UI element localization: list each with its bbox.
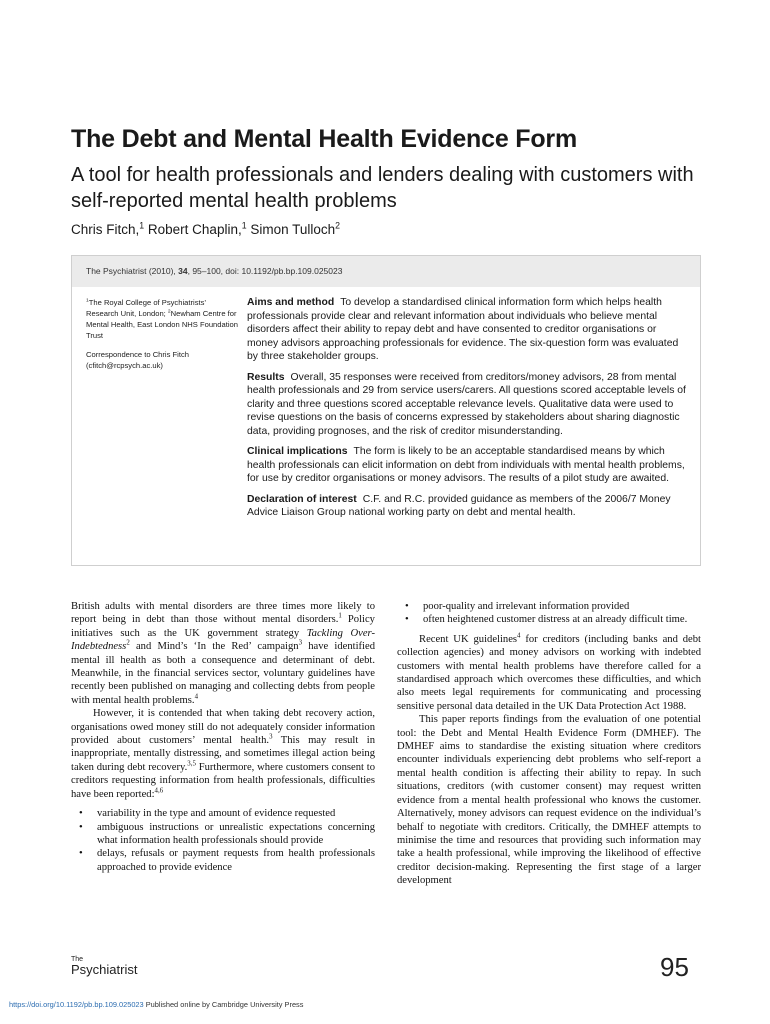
author-name: Simon Tulloch [246,222,336,237]
abstract-heading: Clinical implications [247,446,348,457]
abstract-heading: Results [247,371,285,383]
reference-mark: 3 [269,733,273,741]
affiliation-2: Newham Centre for Mental Health, East London NHS Foundation Trust [86,309,238,340]
journal-logo [71,956,138,977]
text-run: have identified mental ill health as both a consequence and determinant of debt. Meanwhile, in the financial services sector, voluntary guidelines have recently been published on managing and collecting debts from people with mental health problems. [71,641,375,706]
body-paragraph [71,600,375,707]
affil-mark: 2 [167,309,171,315]
logo-the: The [71,956,84,963]
difficulty-list [71,807,375,874]
reference-mark: 4 [517,632,521,640]
citation-journal: The Psychiatrist (2010), [86,266,179,276]
citation-line [86,266,342,276]
affiliations-column [86,297,238,379]
reference-mark: 4 [194,693,199,701]
abstract-heading: Declaration of interest [247,493,357,505]
affiliation-1: The Royal College of Psychiatrists’ Research Unit, London; [86,298,206,318]
doi-link[interactable]: https://doi.org/10.1192/pb.bp.109.025023 [9,1000,144,1009]
reference-mark: 3,5 [187,760,196,768]
abstract-section [247,296,687,364]
publisher-note: Published online by Cambridge University Press [143,1000,304,1009]
reference-mark: 4,6 [154,787,164,795]
strategy-title: Tackling Over-Indebtedness [71,627,375,653]
author-name: Chris Fitch, [71,222,140,237]
author-affiliation-mark: 1 [241,220,247,231]
body-paragraph: This paper reports findings from the evaluation of one potential tool: the Debt and Mental Health Evidence Form (DMHEF). The DMHEF aims to standardise the existing situation where creditors encounter individuals experiencing debt problems who self-report a mental health condition is affecting their ability to repay. In such situations, creditors (with customer consent) may request written evidence from a mental health professional who knows the customer. Alternatively, money advisors can request evidence on the individual’s behalf to negotiate with creditors. Critically, the DMHEF attempts to minimise the time and resources that providing such information may take a health professional, while improving the likelihood of effective creditor decision-making. Representing the first stage of a larger development [397,714,701,887]
text-run: Furthermore, where customers consent to creditors requesting information from health professionals, difficulties have been reported: [71,761,375,800]
body-paragraph [71,707,375,801]
abstract-heading: Aims and method [247,297,335,308]
difficulty-list-continued [397,600,701,627]
reference-mark: 3 [298,639,302,647]
list-item: • variability in the type and amount of evidence requested [97,807,375,820]
abstract-text: The form is likely to be an acceptable standardised means by which health professionals can elicit information on debt from individuals with mental health problems, for use by creditor organisations or money advisors. The results of a pilot study are awaited. [247,446,685,484]
footer [9,1000,303,1009]
author-affiliation-mark: 1 [139,220,145,231]
text-run: However, it is contended that when taking debt recovery action, organisations owed money still do not adequately consider information provided about customers’ mental health. [71,708,375,747]
text-run: Policy initiatives such as the UK government strategy [71,614,375,639]
list-item: • often heightened customer distress at an already difficult time. [423,613,701,626]
reference-mark: 1 [338,612,342,620]
author-name: Robert Chaplin, [144,222,242,237]
body-column-left [71,600,375,880]
abstract-section [247,493,687,520]
abstract-section [247,371,687,439]
body-column-right [397,600,701,888]
body-paragraph [397,633,701,713]
text-run: This may result in inappropriate, mentally distressing, and sometimes illegal action being taken during debt recovery. [71,735,375,773]
list-item: • ambiguous instructions or unrealistic expectations concerning what information health professionals should provide [97,821,375,848]
reference-mark: 2 [126,639,130,647]
page-number: 95 [660,952,689,982]
abstract-section [247,445,687,486]
logo-wordmark: Psychiatrist [71,962,138,977]
list-item: • poor-quality and irrelevant information provided [423,600,701,613]
text-run: for creditors (including banks and debt collection agencies) and money advisors on working with indebted customers with mental health problems have therefore called for a standardised approach which overcomes these difficulties, and which also meets legal requirements for communicating and processing sensitive personal data detailed in the UK Data Protection Act 1988. [397,633,701,712]
affiliations [86,297,238,341]
citation-pages-doi: , 95–100, doi: 10.1192/pb.bp.109.025023 [187,266,343,276]
abstract-text: To develop a standardised clinical information form which helps health professionals provide clear and relevant information about individuals who believe mental disorders affect their ability to repay debt and have consented to creditor organisations or money advisors approaching professionals for evidence. The six-question form was evaluated by three stakeholder groups. [247,297,679,362]
list-item: • delays, refusals or payment requests from health professionals approached to provide evidence [97,847,375,874]
abstract-text: Overall, 35 responses were received from creditors/money advisors, 28 from mental health professionals and 29 from service users/carers. All questions scored acceptable levels of clarity and three questions scored acceptable relevance levels. Qualitative data were used to revise questions on the basis of concerns expressed by stakeholders about sharing diagnostic data, providing prognoses, and the risk of creditor misunderstanding. [247,371,686,437]
affil-mark: 1 [86,298,89,304]
abstract [247,296,687,527]
citation-volume: 34 [178,266,188,276]
text-run: Recent UK guidelines [419,633,518,645]
text-run: British adults with mental disorders are three times more likely to report being in debt than those without mental disorders. [71,601,375,626]
article-subtitle: A tool for health professionals and lenders dealing with customers with self-reported mental health problems [71,164,694,212]
abstract-text: C.F. and R.C. provided guidance as members of the 2006/7 Money Advice Liaison Group national working party on debt and mental health. [247,493,671,518]
author-list [71,222,340,237]
correspondence: Correspondence to Chris Fitch (cfitch@rcpsych.ac.uk) [86,350,189,370]
author-affiliation-mark: 2 [335,220,341,231]
article-title: The Debt and Mental Health Evidence Form [71,125,577,153]
text-run: and Mind’s ‘In the Red’ campaign [129,641,299,653]
